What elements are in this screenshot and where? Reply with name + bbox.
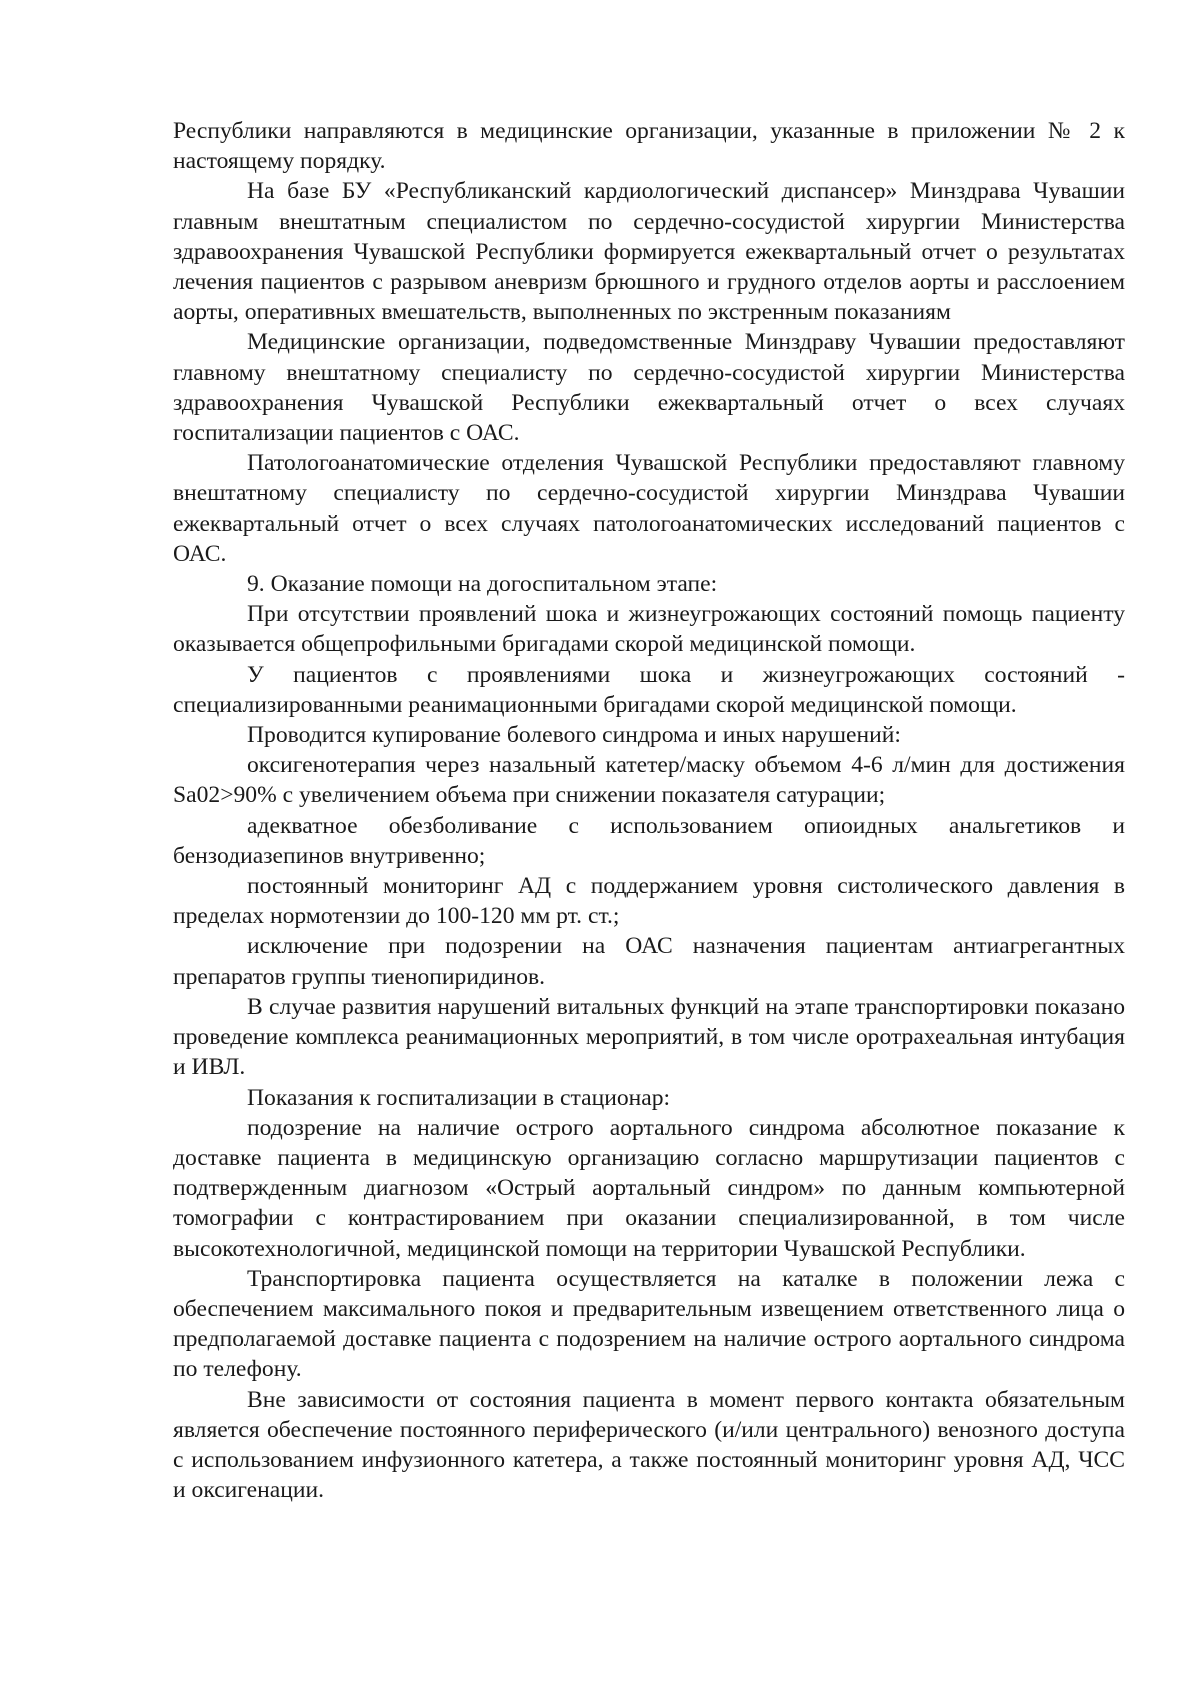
paragraph-hospitalization-heading: Показания к госпитализации в стационар: (247, 1084, 671, 1111)
paragraph-report-medical-orgs: Медицинские организации, подведомственные Минздраву Чувашии предоставляют главному внештатному специалисту по сердечно-сосудистой хирургии Министерства здравоохранения Чувашской Республики ежеквартальный отчет о всех случаях госпитализации пациентов с ОАС. (173, 329, 1125, 447)
list-item-bp-monitoring: постоянный мониторинг АД с поддержанием уровня систолического давления в пределах нормотензии до 100-120 мм рт. ст.; (173, 873, 1125, 930)
section-heading-prehospital: 9. Оказание помощи на догоспитальном этапе: (247, 571, 718, 598)
paragraph-report-cardio-dispensary: На базе БУ «Республиканский кардиологический диспансер» Минздрава Чувашии главным внештатным специалистом по сердечно-сосудистой хирургии Министерства здравоохранения Чувашской Республики формируется ежеквартальный отчет о результатах лечения пациентов с разрывом аневризм брюшного и грудного отделов аорты и расслоением аорты, оперативных вмешательств, выполненных по экстренным показаниям (173, 178, 1125, 326)
document-body (173, 116, 1125, 1505)
paragraph-no-shock: При отсутствии проявлений шока и жизнеугрожающих состояний помощь пациенту оказывается общепрофильными бригадами скорой медицинской помощи. (173, 601, 1125, 658)
paragraph-transportation: Транспортировка пациента осуществляется на каталке в положении лежа с обеспечением максимального покоя и предварительным извещением ответственного лица о предполагаемой доставке пациента с подозрением на наличие острого аортального синдрома по телефону. (173, 1265, 1125, 1383)
list-item-exclusion: исключение при подозрении на ОАС назначения пациентам антиагрегантных препаратов группы тиенопиридинов. (173, 933, 1125, 990)
paragraph-pain-relief-intro: Проводится купирование болевого синдрома и иных нарушений: (247, 722, 901, 749)
paragraph-shock: У пациентов с проявлениями шока и жизнеугрожающих состояний - специализированными реанимационными бригадами скорой медицинской помощи. (173, 661, 1125, 718)
paragraph-report-pathology: Патологоанатомические отделения Чувашской Республики предоставляют главному внештатному специалисту по сердечно-сосудистой хирургии Минздрава Чувашии ежеквартальный отчет о всех случаях патологоанатомических исследований пациентов с ОАС. (173, 450, 1125, 567)
paragraph-resuscitation: В случае развития нарушений витальных функций на этапе транспортировки показано проведение комплекса реанимационных мероприятий, в том числе оротрахеальная интубация и ИВЛ. (173, 993, 1125, 1081)
list-item-oxygen-therapy: оксигенотерапия через назальный катетер/маску объемом 4-6 л/мин для достижения Sa02>90% с увеличением объема при снижении показателя сатурации; (173, 752, 1125, 809)
paragraph-hospitalization-indication: подозрение на наличие острого аортального синдрома абсолютное показание к доставке пациента в медицинскую организацию согласно маршрутизации пациентов с подтвержденным диагнозом «Острый аортальный синдром» по данным компьютерной томографии с контрастированием при оказании специализированной, в том числе высокотехнологичной, медицинской помощи на территории Чувашской Республики. (173, 1114, 1125, 1262)
list-item-analgesia: адекватное обезболивание с использованием опиоидных анальгетиков и бензодиазепинов внутривенно; (173, 812, 1125, 869)
paragraph-venous-access: Вне зависимости от состояния пациента в момент первого контакта обязательным является обеспечение постоянного периферического (и/или центрального) венозного доступа с использованием инфузионного катетера, а также постоянный мониторинг уровня АД, ЧСС и оксигенации. (173, 1386, 1125, 1504)
paragraph-continuation: Республики направляются в медицинские организации, указанные в приложении № 2 к настоящему порядку. (173, 118, 1125, 175)
